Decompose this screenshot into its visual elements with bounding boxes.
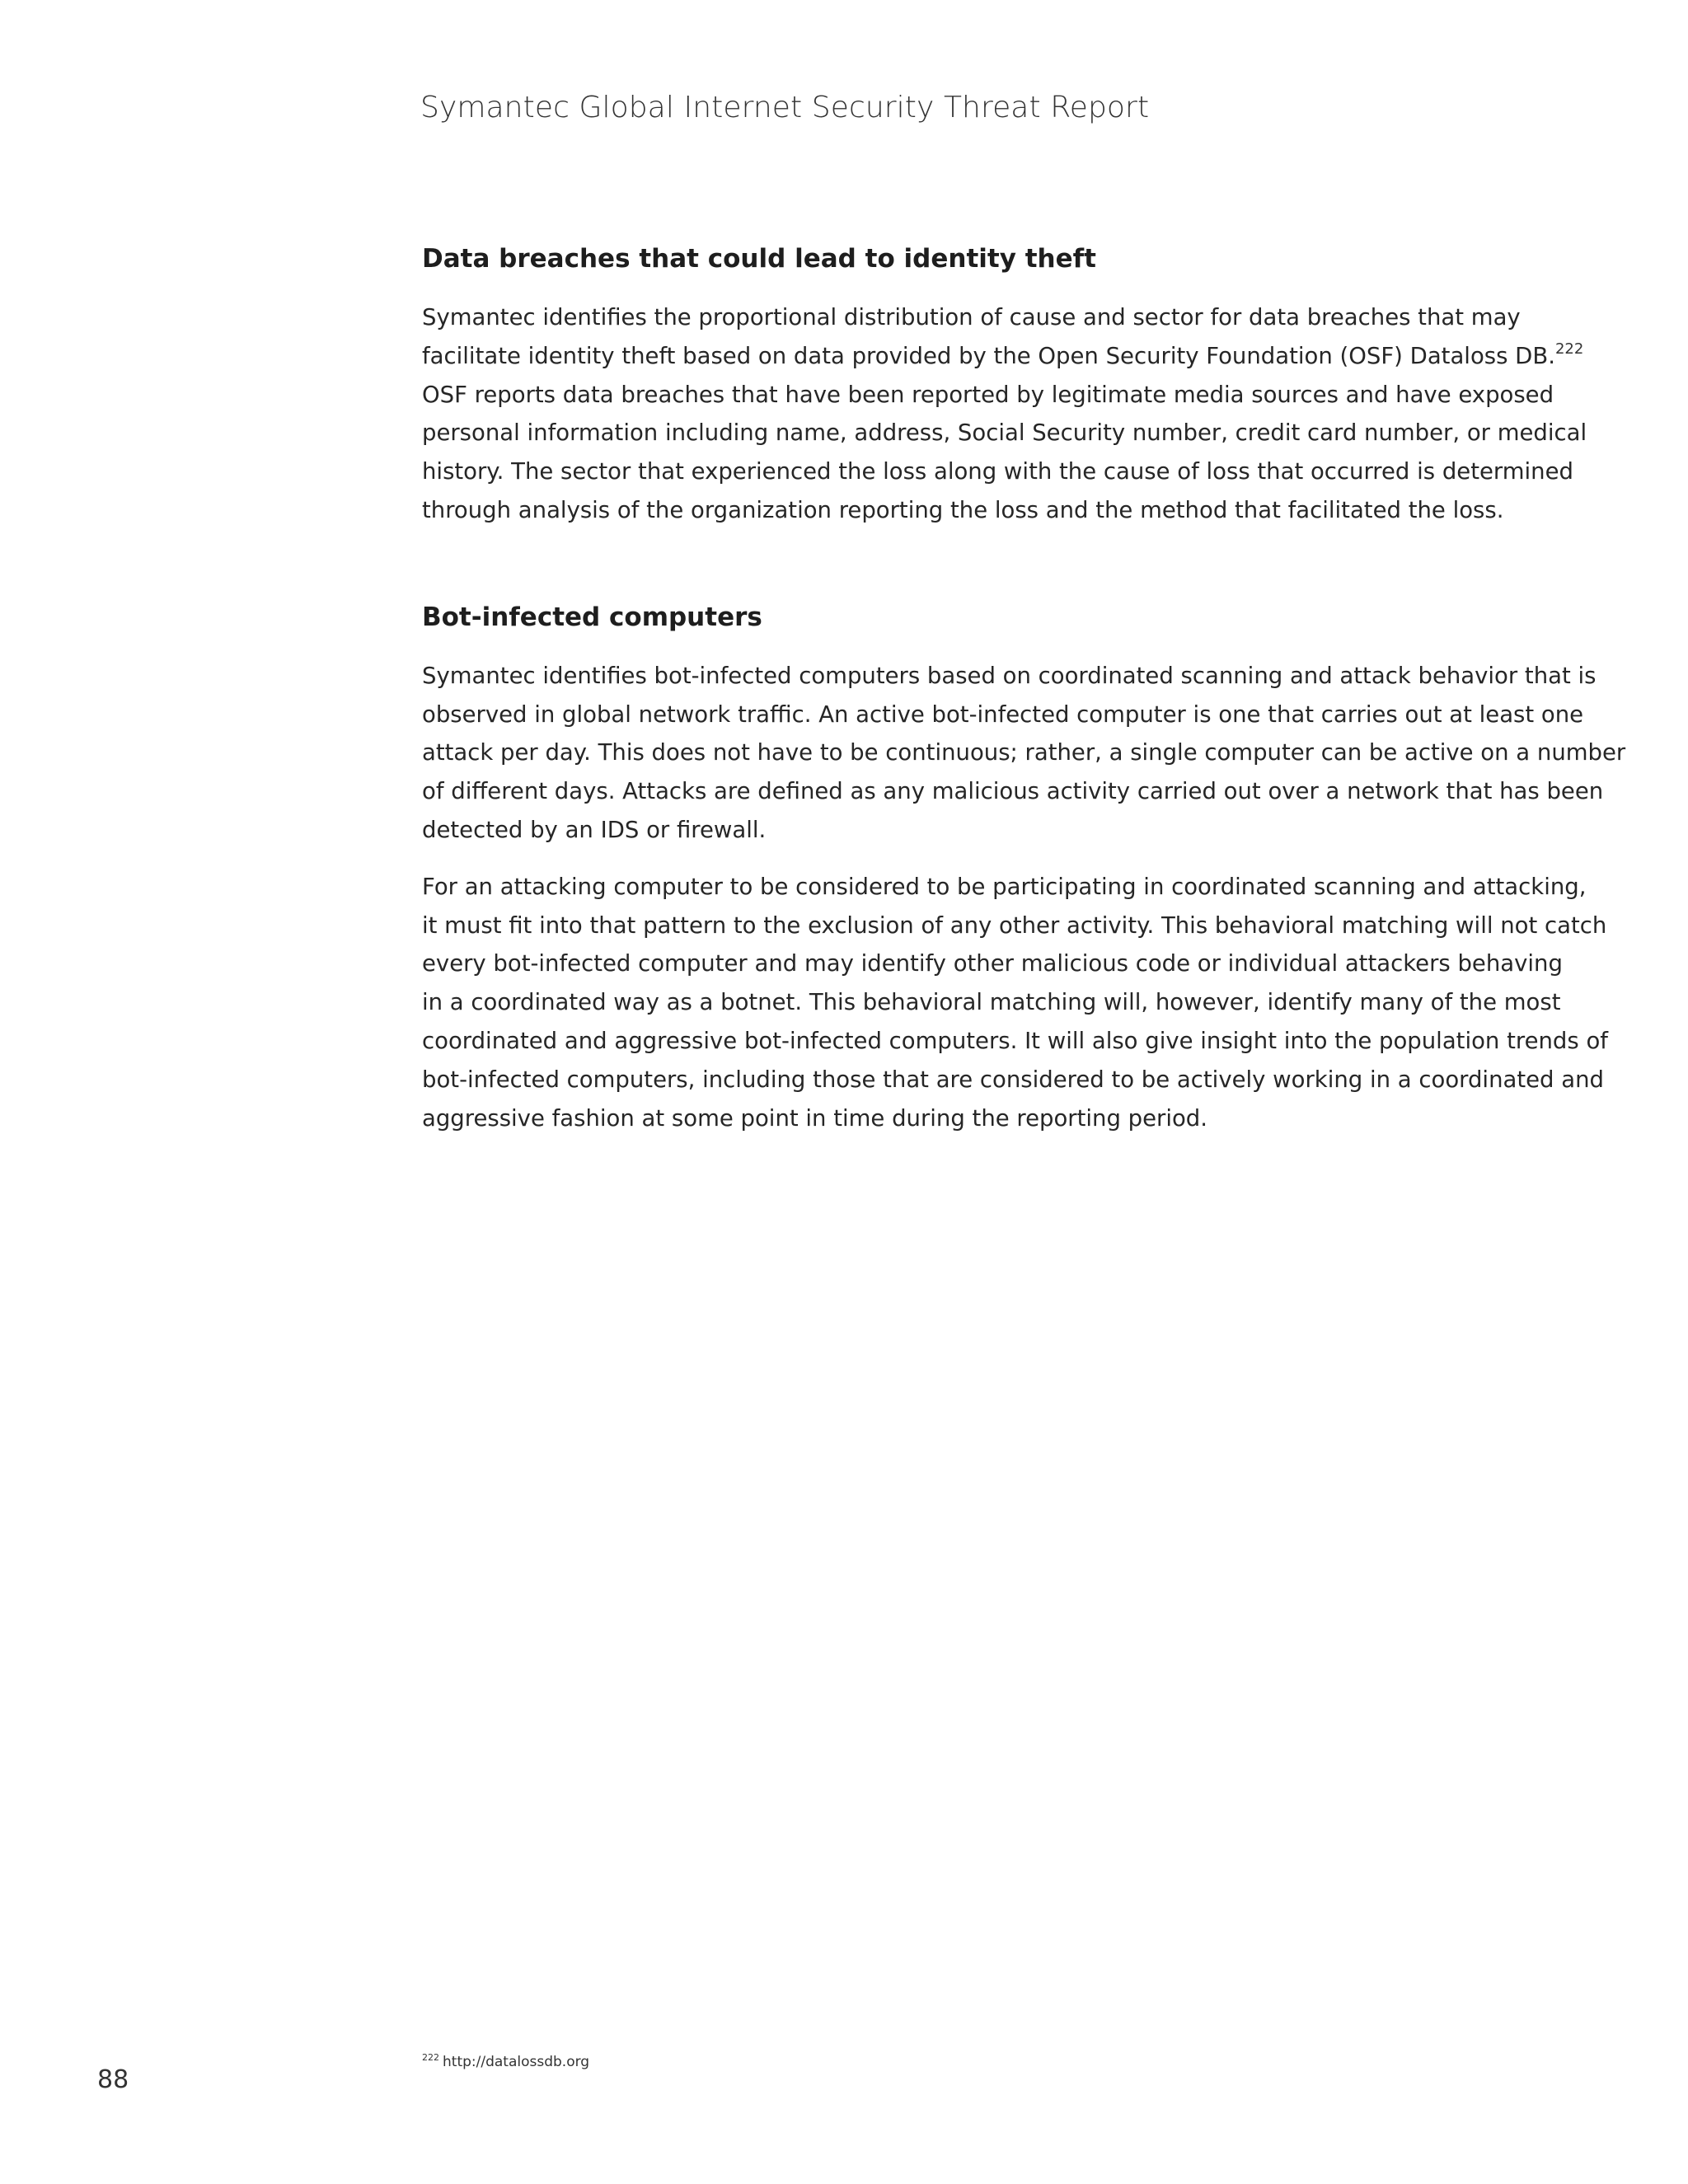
paragraph-line: Symantec identifies bot-infected computers based on coordinated scanning and attack behavior that is [422, 662, 1597, 689]
paragraph-line: through analysis of the organization reporting the loss and the method that facilitated the loss. [422, 496, 1504, 523]
paragraph-line: OSF reports data breaches that have been reported by legitimate media sources and have exposed [422, 381, 1554, 408]
footnote-number: 222 [422, 2052, 439, 2063]
footnote [422, 2054, 589, 2070]
section-heading-data-breaches: Data breaches that could lead to identity theft [422, 244, 1096, 274]
section-spacer [422, 548, 1543, 596]
running-title: Symantec Global Internet Security Threat Report [420, 91, 1150, 124]
paragraph-line: of different days. Attacks are defined as any malicious activity carried out over a network that has been [422, 778, 1604, 805]
paragraph-line: it must fit into that pattern to the exclusion of any other activity. This behavioral matching will not catch [422, 912, 1607, 939]
section-heading-bot-infected: Bot-infected computers [422, 602, 762, 632]
page-body [422, 237, 1626, 1155]
paragraph-line: personal information including name, address, Social Security number, credit card number, or medical [422, 419, 1587, 447]
paragraph-line: in a coordinated way as a botnet. This behavioral matching will, however, identify many of the most [422, 989, 1561, 1016]
footnote-link[interactable]: http://datalossdb.org [443, 2054, 590, 2070]
paragraph-line: observed in global network traffic. An active bot-infected computer is one that carries out at least one [422, 701, 1584, 728]
paragraph-line: history. The sector that experienced the loss along with the cause of loss that occurred is determined [422, 458, 1573, 485]
paragraph-behavioral-matching [422, 868, 1608, 1138]
paragraph-line: detected by an IDS or firewall. [422, 816, 767, 843]
paragraph-line: For an attacking computer to be considered to be participating in coordinated scanning and attacking, [422, 873, 1587, 900]
paragraph-line: bot-infected computers, including those that are considered to be actively working in a coordinated and [422, 1066, 1604, 1093]
paragraph-line-with-footnote [422, 337, 1584, 376]
paragraph-bot-definition [422, 657, 1626, 850]
paragraph-line-text: facilitate identity theft based on data provided by the Open Security Foundation (OSF) Dataloss DB. [422, 342, 1555, 369]
paragraph-line: attack per day. This does not have to be continuous; rather, a single computer can be active on a number [422, 739, 1626, 766]
paragraph-line: aggressive fashion at some point in time during the reporting period. [422, 1104, 1208, 1132]
page-number: 88 [97, 2065, 129, 2094]
paragraph-data-breaches [422, 298, 1587, 530]
paragraph-line: coordinated and aggressive bot-infected computers. It will also give insight into the population trends of [422, 1027, 1608, 1054]
paragraph-line: Symantec identifies the proportional distribution of cause and sector for data breaches that may [422, 304, 1521, 330]
paragraph-line: every bot-infected computer and may identify other malicious code or individual attackers behaving [422, 950, 1563, 977]
footnote-reference: 222 [1554, 340, 1584, 358]
